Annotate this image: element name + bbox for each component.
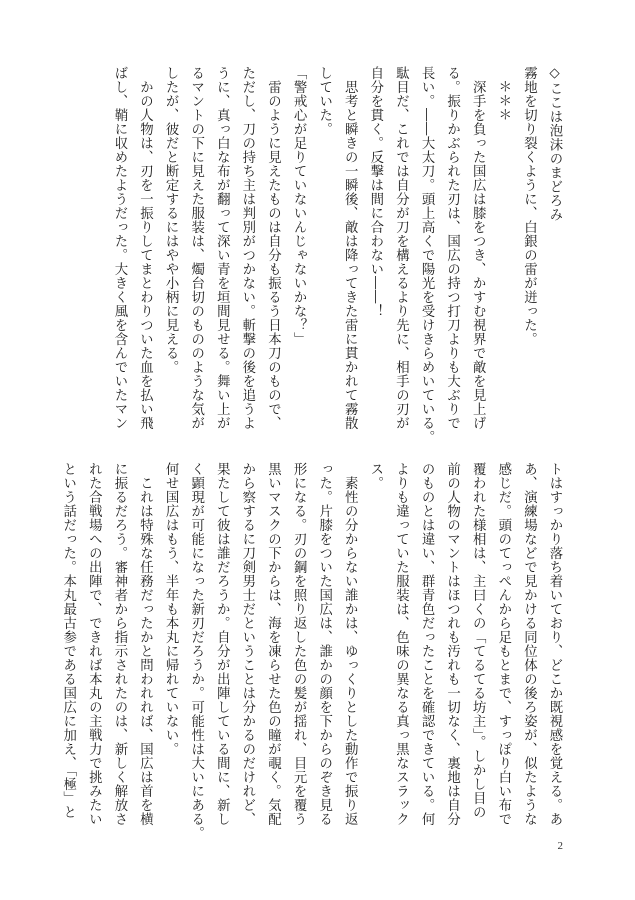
- text-line: れた合戦場への出陣で、できれば本丸の主戦力で挑みたい: [86, 462, 102, 826]
- upper-text-block: [67, 66, 567, 461]
- text-line: したが、彼だと断定するにはやや小柄に見える。: [163, 66, 179, 374]
- text-line: 自分を貫く。反撃は間に合わない――！: [367, 66, 383, 318]
- text-line: 深手を負った国広は膝をつき、かすむ視界で敵を見上げ: [470, 66, 486, 430]
- text-line: よりも違っていた服装は、色味の異なる真っ黒なスラック: [393, 462, 409, 826]
- text-line: 覆われた様相は、主曰くの「てるてる坊主」。しかし目の: [470, 462, 486, 820]
- lower-text-block: [60, 462, 567, 840]
- text-line: 形になる。刃の鋼を照り返した色の髪が揺れ、目元を覆う: [291, 462, 307, 826]
- text-line: 黒いマスクの下からは、海を凍らせた色の瞳が覗く。気配: [265, 462, 281, 826]
- text-line: 感じだ。頭のてっぺんから足もとまで、すっぽり白い布で: [495, 462, 511, 826]
- text-line: ス。: [367, 462, 383, 490]
- text-line: った。片膝をついた国広は、誰かの顔を下からのぞき見る: [316, 462, 332, 826]
- text-line: 霧地を切り裂くように、白銀の雷が迸った。: [521, 66, 537, 346]
- text-line: かの人物は、刃を一振りしてまとわりついた血を払い飛: [137, 66, 153, 430]
- chapter-heading: ◇ここは泡沫のまどろみ: [547, 66, 562, 222]
- text-line: に振るだろう。審神者から指示されたのは、新しく解放さ: [111, 462, 127, 826]
- text-line: 駄目だ、これでは自分が刀を構えるより先に、相手の刃が: [393, 66, 409, 430]
- text-line: のものとは違い、群青色だったことを確認できている。何: [419, 462, 435, 826]
- text-line: る。振りかぶられた刃は、国広の持つ打刀よりも大ぶりで: [444, 66, 460, 430]
- text-line: から察するに刀剣男士だということは分かるのだけれど、: [239, 462, 255, 826]
- text-line: 思考と瞬きの一瞬後、敵は降ってきた雷に貫かれて霧散: [342, 66, 358, 430]
- text-line: トはすっかり落ち着いており、どこか既視感を覚える。あ: [547, 462, 562, 826]
- page-number: 2: [557, 840, 563, 852]
- text-line: 果たして彼は誰だろうか。自分が出陣している間に、新し: [214, 462, 230, 826]
- dialogue-line: 「警戒心が足りていないんじゃないかな？」: [291, 66, 307, 346]
- text-line: という話だった。本丸最古参である国広に加え、「極」と: [60, 462, 76, 820]
- text-line: していた。: [316, 66, 332, 136]
- text-line: 長い。――大太刀。頭上高くで陽光を受けきらめいている。: [419, 66, 435, 444]
- text-line: 素性の分からない誰かは、ゆっくりとした動作で振り返: [342, 462, 358, 826]
- text-line: 何せ国広はもう、半年も本丸に帰れていない。: [163, 462, 179, 756]
- section-break: ＊＊＊: [495, 66, 511, 122]
- text-line: 雷のように見えたものは自分も振るう日本刀のもので、: [265, 66, 281, 430]
- text-line: ただし、刀の持ち主は判別がつかない。斬撃の後を追うよ: [239, 66, 255, 430]
- text-line: ばし、鞘に収めたようだった。大きく風を含んでいたマン: [111, 66, 127, 430]
- text-line: これは特殊な任務だったかと問われれば、国広は首を横: [137, 462, 153, 826]
- text-line: あ、演練場などで見かける同位体の後ろ姿が、似たような: [521, 462, 537, 826]
- text-line: うに、真っ白な布が翻って深い青を垣間見せる。舞い上が: [214, 66, 230, 430]
- text-line: るマントの下に見えた服装は、燭台切のもののような気が: [188, 66, 204, 430]
- text-line: 前の人物のマントはほつれも汚れも一切なく、裏地は自分: [444, 462, 460, 826]
- text-line: く顕現が可能になった新刃だろうか。可能性は大いにある。: [188, 462, 204, 840]
